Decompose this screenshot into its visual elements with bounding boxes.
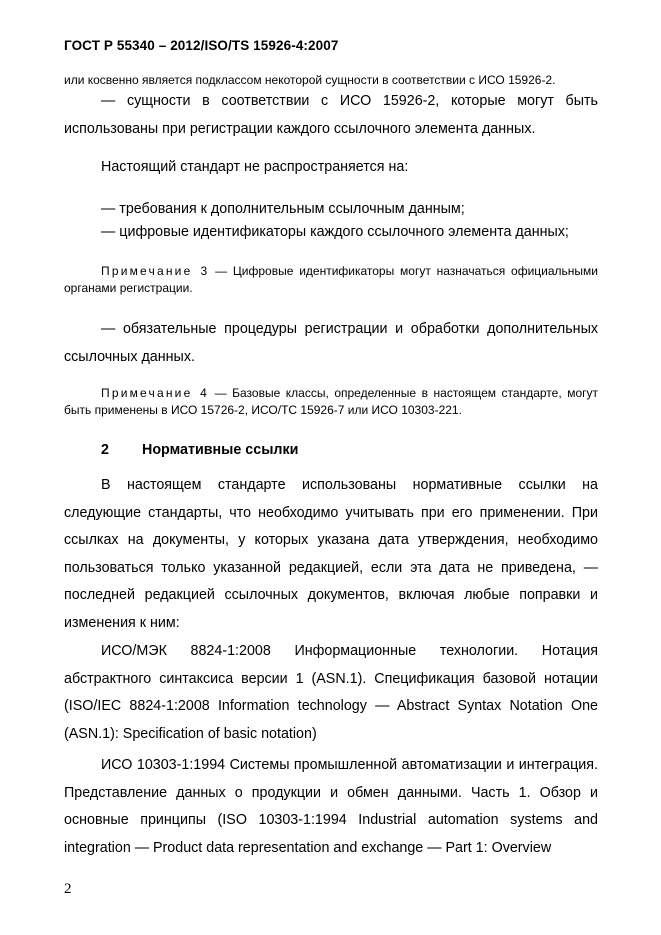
page-number: 2 [64,881,72,897]
paragraph-procedures: — обязательные процедуры регистрации и обработки дополнительных ссылочных данных. [64,321,598,365]
note-3 [64,263,598,297]
paragraph-scope-exclusion: Настоящий стандарт не распространяется на: [101,159,409,175]
paragraph-normative-intro: В настоящем стандарте использованы нормативные ссылки на следующие стандарты, что необходимо учитывать при его применении. При ссылках на документы, у которых указана дата утверждения, необходимо пользоваться только указанной редакцией, если эта дата не приведена, — последней редакцией ссылочных документов, включая любые поправки и изменения к ним: [64,477,598,631]
note-label: Примечание 4 [101,386,210,400]
note-text: — Базовые классы, определенные в настоящем стандарте, могут быть применены в ИСО 15726-2, ИСО/ТС 15926-7 или ИСО 10303-221. [64,386,598,417]
reference-iso-8824: ИСО/МЭК 8824-1:2008 Информационные технологии. Нотация абстрактного синтаксиса версии 1 (ASN.1). Спецификация базовой нотации (ISO/IEC 8824-1:2008 Information technology — Abstract Syntax Notation One (ASN.1): Specification of basic notation) [64,643,598,742]
paragraph-continuation: или косвенно является подклассом некоторой сущности в соответствии с ИСО 15926-2. [64,73,556,87]
section-number: 2 [101,442,109,458]
section-title: Нормативные ссылки [142,442,299,458]
reference-iso-10303: ИСО 10303-1:1994 Системы промышленной автоматизации и интеграция. Представление данных о продукции и обмен данными. Часть 1. Обзор и основные принципы (ISO 10303-1:1994 Industrial automation systems and integration — Product data representation and exchange — Part 1: Overview [64,757,598,856]
paragraph-entities: — сущности в соответствии с ИСО 15926-2, которые могут быть использованы при регистрации каждого ссылочного элемента данных. [64,93,598,137]
document-header: ГОСТ Р 55340 – 2012/ISO/TS 15926-4:2007 [64,38,339,53]
note-4 [64,385,598,419]
list-item: — требования к дополнительным ссылочным данным; [101,201,465,217]
note-text: — Цифровые идентификаторы могут назначаться официальными органами регистрации. [64,264,598,295]
note-label: Примечание 3 [101,264,210,278]
list-item: — цифровые идентификаторы каждого ссылочного элемента данных; [101,224,569,240]
